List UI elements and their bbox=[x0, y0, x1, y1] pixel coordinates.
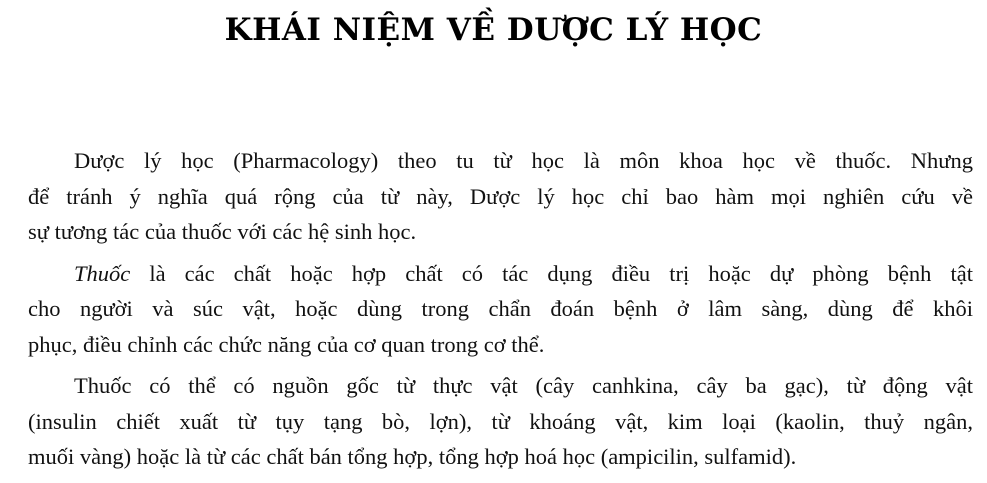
paragraph-line: Dược lý học (Pharmacology) theo tu từ học là môn khoa học về thuốc. Nhưng bbox=[74, 148, 973, 173]
term-thuoc: Thuốc bbox=[74, 260, 131, 286]
paragraph-drug-definition bbox=[28, 256, 973, 363]
document-body bbox=[28, 143, 973, 481]
paragraph-line bbox=[28, 256, 973, 292]
paragraph-line: sự tương tác của thuốc với các hệ sinh học. bbox=[28, 219, 417, 244]
paragraph-line: phục, điều chỉnh các chức năng của cơ quan trong cơ thể. bbox=[28, 331, 545, 357]
paragraph-line: để tránh ý nghĩa quá rộng của từ này, Dược lý học chỉ bao hàm mọi nghiên cứu về bbox=[28, 183, 973, 209]
paragraph-line: muối vàng) hoặc là từ các chất bán tổng hợp, tổng hợp hoá học (ampicilin, sulfamid). bbox=[28, 444, 797, 469]
paragraph-line-rest: là các chất hoặc hợp chất có tác dụng điều trị hoặc dự phòng bệnh tật bbox=[130, 260, 973, 286]
paragraph-definition bbox=[28, 143, 973, 250]
paragraph-line: cho người và súc vật, hoặc dùng trong chẩn đoán bệnh ở lâm sàng, dùng để khôi bbox=[28, 296, 973, 321]
paragraph-line: Thuốc có thể có nguồn gốc từ thực vật (cây canhkina, cây ba gạc), từ động vật bbox=[74, 373, 973, 398]
paragraph-line: (insulin chiết xuất từ tụy tạng bò, lợn), từ khoáng vật, kim loại (kaolin, thuỷ ngân, bbox=[28, 408, 973, 434]
document-title: KHÁI NIỆM VỀ DƯỢC LÝ HỌC bbox=[224, 12, 763, 48]
paragraph-drug-origin bbox=[28, 368, 973, 475]
